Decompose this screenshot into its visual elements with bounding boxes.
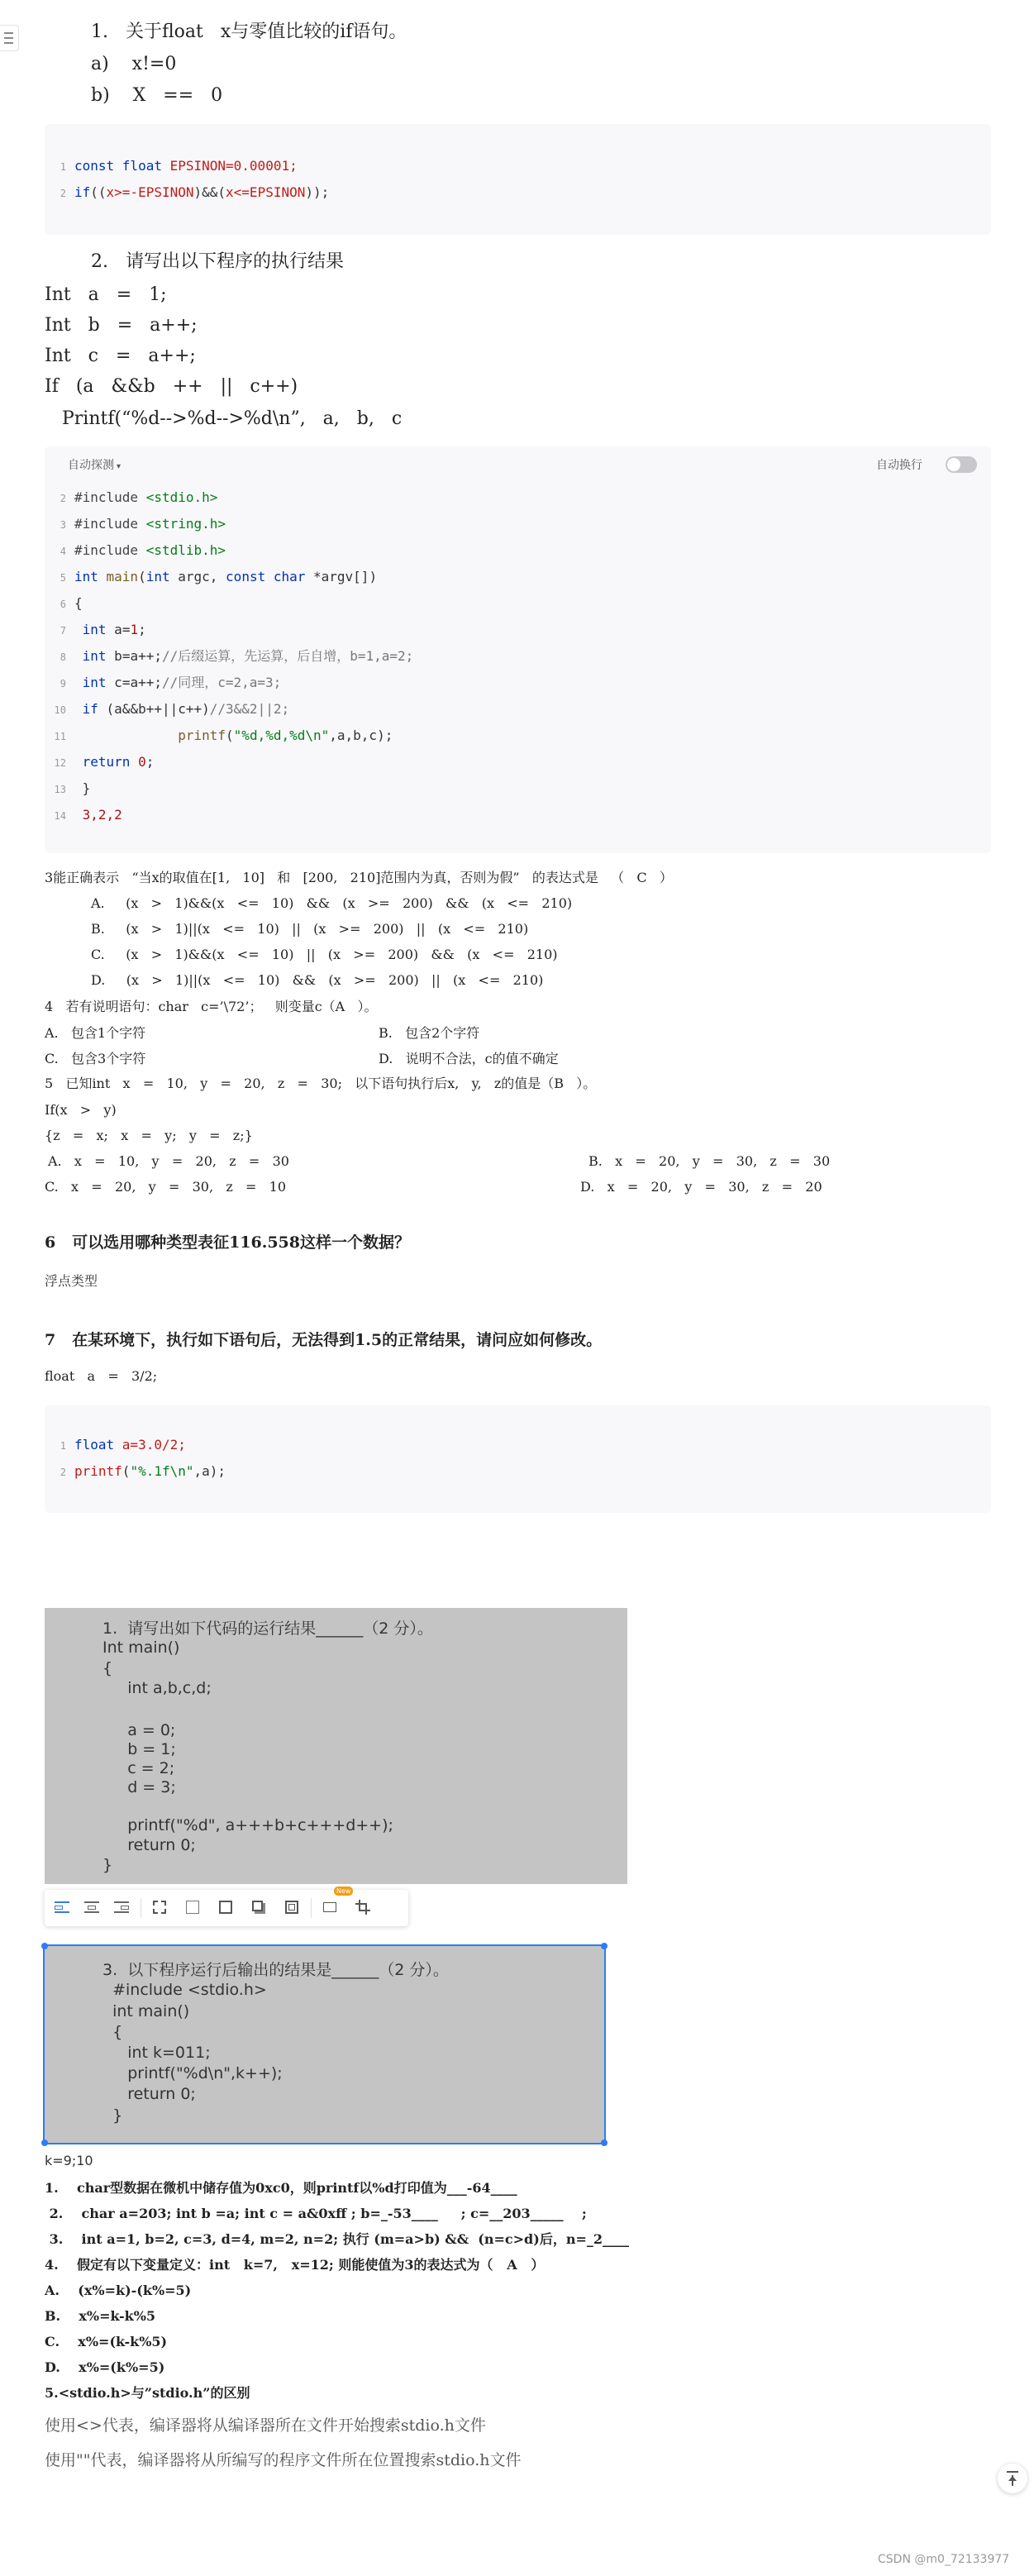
resize-handle[interactable] [41,2140,48,2146]
q2-line: Int c = a++; [45,346,196,366]
q2-line: Int a = 1; [45,284,167,305]
mcq-item: 2. char a=203; int b =a; int c = a&0xff ; b=_-53____ ; c=__203_____ ; [45,2206,587,2221]
q5-title: 5 已知int x = 10, y = 20, z = 30; 以下语句执行后x, y, z的值是（B ）。 [45,1076,597,1091]
q5-line: {z = x; x = y; y = z;} [45,1128,253,1143]
resize-handle[interactable] [41,1943,48,1949]
exam-photo-2[interactable]: 3. 以下程序运行后输出的结果是______（2 分）。 #include <stdio.h> int main() { int k=011; printf("%d\n",k++); return 0; } [45,1946,604,2143]
q3-option-d: D. (x > 1)||(x <= 10) && (x >= 200) || (x <= 210) [91,972,544,988]
image-toolbar [45,1887,408,1926]
word-wrap-toggle[interactable] [946,456,977,473]
ocr-text-icon[interactable] [322,1900,337,1915]
code-block-1 [45,124,991,235]
word-wrap-label: 自动换行 [876,459,922,472]
mcq-item: 1. char型数据在微机中储存值为0xc0，则printf以%d打印值为___-64____ [45,2180,517,2196]
q7-title: 7 在某环境下，执行如下语句后，无法得到1.5的正常结果，请问应如何修改。 [45,1331,603,1349]
q3-option-c: C. (x > 1)&&(x <= 10) || (x >= 200) && (x <= 210) [91,947,558,962]
code-line: 3 #include <string.h> [60,516,226,532]
q2-title: 2. 请写出以下程序的执行结果 [91,251,344,272]
q4-option-d: D. 说明不合法，c的值不确定 [379,1051,559,1066]
q5-option-b: B. x = 20, y = 30, z = 30 [588,1153,831,1169]
align-left-icon[interactable] [55,1900,69,1915]
code-block-3 [45,1405,991,1513]
answer-k: k=9;10 [45,2153,93,2168]
q4-option-a: A. 包含1个字符 [45,1025,146,1041]
code-line: 2 if((x>=-EPSINON)&&(x<=EPSINON)); [60,184,330,200]
q5-option-d: D. x = 20, y = 30, z = 20 [580,1179,822,1195]
q1-option-a: a) x!=0 [91,54,177,74]
q2-line: Printf(“%d-->%d-->%d\n”, a, b, c [45,408,403,429]
resize-handle[interactable] [601,2140,608,2146]
code-line: 9 int c=a++;//同理，c=2,a=3; [60,675,282,690]
frame-border-icon[interactable] [218,1900,233,1915]
q3-title: 3能正确表示 “当x的取值在[1, 10] 和 [200, 210]范围内为真，否则为假” 的表达式是 （ C ） [45,870,673,885]
frame-inset-icon[interactable] [284,1900,299,1915]
outline-menu-icon[interactable] [0,25,19,51]
crop-icon[interactable] [355,1900,370,1915]
code-line: 7 int a=1; [60,622,146,637]
q3-option-a: A. (x > 1)&&(x <= 10) && (x >= 200) && (x <= 210) [91,895,573,911]
mcq-item: B. x%=k-k%5 [45,2308,156,2324]
arrow-up-icon [998,2464,1027,2493]
code-line: 10 if (a&&b++||c++)//3&&2||2; [54,701,290,717]
code-line: 1 const float EPSINON=0.00001; [60,158,298,174]
mcq-item: A. (x%=k)-(k%=5) [45,2283,192,2298]
language-selector[interactable]: 自动探测 ▾ [68,459,122,472]
mcq-item: 3. int a=1, b=2, c=3, d=4, m=2, n=2; 执行 (m=a>b) && (n=c>d)后，n=_2____ [45,2231,629,2247]
code-line: 12 return 0; [54,754,155,770]
q4-option-c: C. 包含3个字符 [45,1051,146,1066]
back-to-top-button[interactable] [998,2464,1027,2493]
code-line: 14 3,2,2 [54,807,122,823]
q5-option-c: C. x = 20, y = 30, z = 10 [45,1179,287,1195]
q5-option-a: A. x = 10, y = 20, z = 30 [48,1153,289,1169]
code-line: 2 #include <stdio.h> [60,489,218,505]
q3-option-b: B. (x > 1)||(x <= 10) || (x >= 200) || (x <= 210) [91,921,529,937]
code-line: 2 printf("%.1f\n",a); [60,1463,226,1479]
diff-line: 使用""代表，编译器将从所编写的程序文件所在位置搜索stdio.h文件 [45,2451,522,2469]
q4-option-b: B. 包含2个字符 [379,1025,480,1041]
q7-line: float a = 3/2; [45,1368,158,1384]
code-line: 4 #include <stdlib.h> [60,542,226,558]
frame-shadow-icon[interactable] [251,1900,266,1915]
align-right-icon[interactable] [114,1900,129,1915]
q1-title: 1. 关于float x与零值比较的if语句。 [91,21,407,42]
q4-title: 4 若有说明语句：char c=’\72’； 则变量c（A ）。 [45,999,378,1014]
frame-dashed-icon[interactable] [152,1900,167,1915]
code-line: 1 float a=3.0/2; [60,1437,186,1453]
code-line: 8 int b=a++;//后缀运算，先运算，后自增，b=1,a=2; [60,648,414,664]
exam-photo-1[interactable]: 1. 请写出如下代码的运行结果______（2 分）。 Int main() { int a,b,c,d; a = 0; b = 1; c = 2; d = 3; printf("%d", a+++b+c+++d++); return 0; } [45,1608,627,1884]
q6-title: 6 可以选用哪种类型表征116.558这样一个数据？ [45,1233,411,1252]
code-line: 5 int main(int argc, const char *argv[]) [60,569,378,584]
new-badge: New [334,1887,353,1896]
mcq-item: D. x%=(k%=5) [45,2359,165,2375]
code-block-2 [45,446,991,853]
q2-line: Int b = a++; [45,315,198,336]
watermark: CSDN @m0_72133977 [878,2553,1010,2566]
diff-line: 使用<>代表，编译器将从编译器所在文件开始搜索stdio.h文件 [45,2416,486,2435]
q1-option-b: b) X == 0 [91,85,223,106]
mcq-item: 4. 假定有以下变量定义：int k=7, x=12; 则能使值为3的表达式为（ A ） [45,2257,545,2273]
q5-line: If(x > y) [45,1102,117,1118]
code-line: 13 } [54,780,91,796]
q6-answer: 浮点类型 [45,1273,98,1289]
frame-thin-icon[interactable] [185,1900,200,1915]
code-line: 11 printf("%d,%d,%d\n",a,b,c); [54,727,393,743]
code-line: 6 { [60,595,83,611]
mcq-item: 5.<stdio.h>与”stdio.h”的区别 [45,2385,250,2401]
resize-handle[interactable] [601,1943,608,1949]
q2-line: If (a &&b ++ || c++) [45,376,298,397]
align-center-icon[interactable] [84,1900,99,1915]
mcq-item: C. x%=(k-k%5) [45,2334,168,2349]
